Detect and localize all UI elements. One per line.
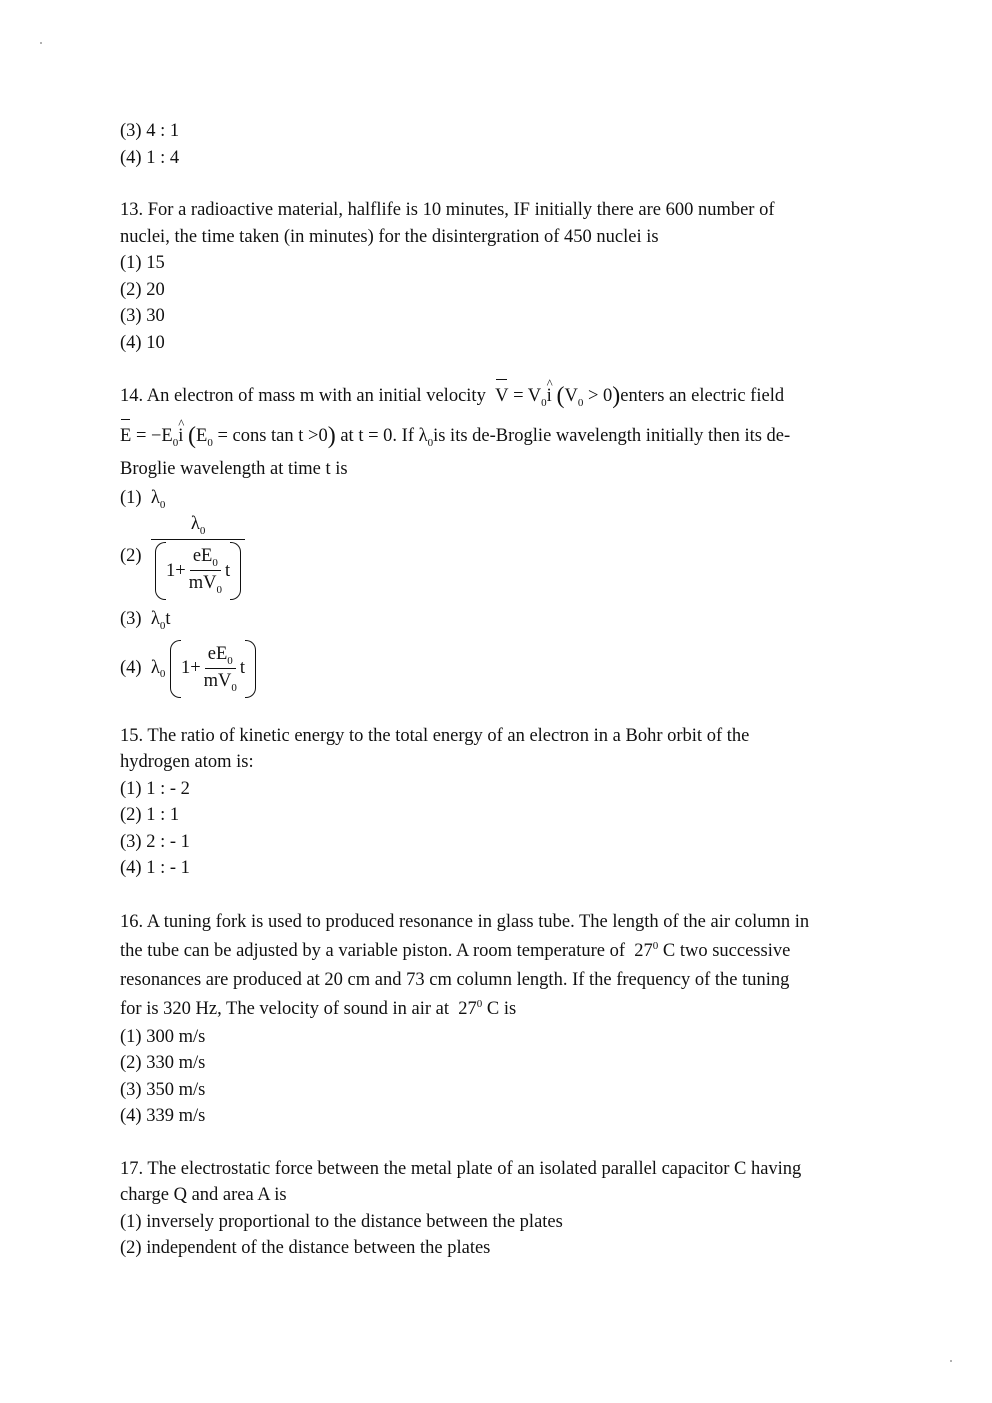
question-13-text: 13. For a radioactive material, halflife is 10 minutes, IF initially there are 600 number of [120, 200, 775, 220]
question-14-line-1 [120, 376, 880, 416]
one-plus: 1+ [166, 560, 186, 581]
speck-mark [40, 42, 42, 44]
option-line: (4) 10 [120, 332, 165, 353]
option-line [120, 513, 880, 601]
question-16-text: 16. A tuning fork is used to produced resonance in glass tube. The length of the air column in [120, 911, 810, 932]
frac-num: eE [207, 644, 228, 664]
speck-mark [950, 1360, 952, 1362]
option-line: (3) 4 : 1 [120, 121, 180, 141]
option-line: (4) λ 0 1+ $\frac{eE_0}{mV_0}$ t [120, 637, 880, 701]
option-line: (2) 330 m/s [120, 1053, 206, 1073]
question-17-text: 17. The electrostatic force between the metal plate of an isolated parallel capacitor C having [120, 1158, 802, 1179]
question-14-text: . If [392, 426, 414, 446]
question-page [120, 118, 880, 1262]
question-16-text: resonances are produced at 20 cm and 73 cm column length. If the frequency of the tuning [120, 969, 790, 990]
option-line: (1) 300 m/s [120, 1026, 206, 1047]
frac-num: eE [192, 546, 213, 566]
option-line: (4) 339 m/s [120, 1106, 206, 1126]
question-16-text: for is 320 Hz, The velocity of sound in air at [120, 998, 449, 1019]
fraction-expression: $\lambda_0$ 1+ $\frac{eE_0}{mV_0}$ t [151, 514, 245, 600]
field-equation: $E = -E_0i$ ^ ($E_0$ = cons tan t >0) [120, 426, 336, 446]
question-16-text: the tube can be adjusted by a variable piston. A room temperature of [120, 940, 625, 961]
option-line: (3) 350 m/s [120, 1079, 206, 1100]
question-16-line-2: the tube can be adjusted by a variable piston. A room temperature of $27^0$ C two successive [120, 939, 791, 961]
temperature-value: 27 [458, 998, 477, 1019]
question-17-text: charge Q and area A is [120, 1185, 287, 1205]
option-label: (1) [120, 487, 142, 508]
option-line: (2) independent of the distance between the plates [120, 1238, 491, 1258]
option-line: (2) 20 [120, 279, 165, 300]
option-label: (3) [120, 608, 142, 629]
option-line: (1) inversely proportional to the distance between the plates [120, 1211, 563, 1232]
option-line: (1) 15 [120, 253, 165, 273]
question-16-text: C is [486, 998, 517, 1019]
time-equation: t = 0 [358, 426, 393, 446]
option-line: (2) 1 : 1 [120, 805, 180, 825]
question-14-line-2: $E = -E_0i$ ^ ($E_0$ = cons tan t >0) at t = 0. If $\lambda_0is$ its de-Broglie wavelength initially then its de- [120, 416, 880, 456]
question-14-text: 14. An electron of mass m with an initial velocity [120, 386, 486, 406]
one-plus: 1+ [180, 658, 201, 678]
option-label: (4) [120, 658, 142, 678]
option-line: (1) $\lambda_0$ [120, 487, 166, 511]
fraction-expression: $\frac{eE_0}{mV_0}$ [203, 644, 237, 694]
question-16-text: C two successive [662, 940, 791, 961]
velocity-equation: $V = V_0i$ ^ $(V_0 > 0)$ [490, 386, 620, 406]
question-16-line-4: for is 320 Hz, The velocity of sound in air at $27^0$ C is [120, 997, 517, 1019]
option-line: (3) 2 : - 1 [120, 831, 190, 852]
question-14-text: Broglie wavelength at time t is [120, 459, 348, 479]
question-15-text: 15. The ratio of kinetic energy to the total energy of an electron in a Bohr orbit of the [120, 725, 750, 746]
option-line: (3) 30 [120, 306, 165, 326]
temperature-value: 27 [634, 940, 653, 961]
frac-den: mV [203, 671, 232, 691]
option-line: (4) 1 : - 1 [120, 858, 190, 878]
question-15-text: hydrogen atom is: [120, 752, 254, 772]
option-line: (4) 1 : 4 [120, 147, 180, 168]
option-line: (1) 1 : - 2 [120, 778, 190, 799]
question-14-text: at [340, 426, 354, 446]
question-14-text: is its de-Broglie wavelength initially then its de- [433, 426, 791, 446]
question-13-text: nuclei, the time taken (in minutes) for the disintergration of 450 nuclei is [120, 226, 659, 247]
option-label: (2) [120, 546, 142, 566]
option-line: (3) $\lambda_0t$ [120, 608, 171, 632]
question-14-text: enters an electric field [620, 386, 785, 406]
frac-den: mV [188, 573, 217, 593]
